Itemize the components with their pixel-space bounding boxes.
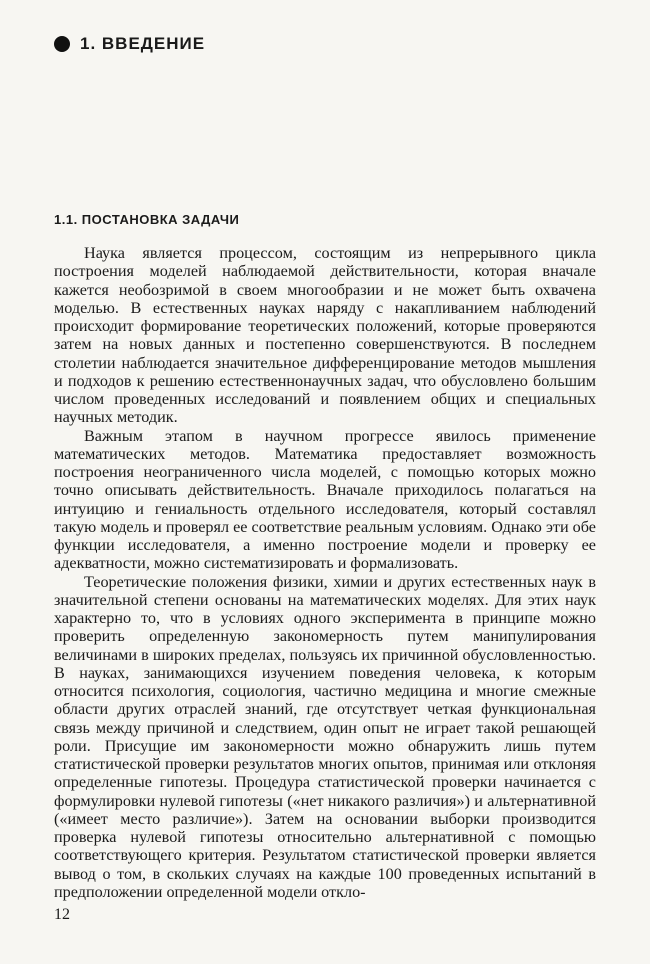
section-title: 1.1. ПОСТАНОВКА ЗАДАЧИ xyxy=(54,212,240,227)
paragraph-1: Наука является процессом, состоящим из непрерывного цикла построения моделей наблюдаемой действительности, которая вначале кажется необозримой в своем многообразии и не может быть охвачена моделью. В естественных науках наряду с накапливанием наблюдений происходит формирование теоретических положений, которые проверяются затем на новых данных и постепенно совершенствуются. В последнем столетии наблюдается значительное дифференцирование методов мышления и подходов к решению естественнонаучных задач, что обусловлено большим числом проведенных исследований и появлением общих и специальных научных методик. xyxy=(54,244,596,427)
paragraph-3: Теоретические положения физики, химии и других естественных наук в значительной степени основаны на математических моделях. Для этих наук характерно то, что в условиях одного эксперимента в принципе можно проверить определенную закономерность путем манипулирования величинами в широких пределах, пользуясь их причинной обусловленностью. В науках, занимающихся изучением поведения человека, к которым относится психология, социология, частично медицина и многие смежные области других отраслей знаний, где отсутствует четкая функциональная связь между причиной и следствием, один опыт не играет такой решающей роли. Присущие им закономерности можно обнаружить лишь путем статистической проверки результатов многих опытов, принимая или отклоняя определенные гипотезы. Процедура статистической проверки начинается с формулировки нулевой гипотезы («нет никакого различия») и альтернативной («имеет место различие»). Затем на основании выборки производится проверка нулевой гипотезы относительно альтернативной с помощью соответствующего критерия. Результатом статистической проверки является вывод о том, в скольких случаях на каждые 100 проведенных испытаний в предположении определенной модели откло- xyxy=(54,572,596,901)
chapter-heading xyxy=(54,34,205,54)
paragraph-2: Важным этапом в научном прогрессе явилось применение математических методов. Математика предоставляет возможность построения неограниченного числа моделей, с помощью которых можно точно описывать действительность. Вначале приходилось полагаться на интуицию и гениальность отдельного исследователя, который составлял такую модель и проверял ее соответствие реальным условиям. Однако эти обе функции исследователя, а именно построение модели и проверку ее адекватности, можно систематизировать и формализовать. xyxy=(54,426,596,573)
filled-circle-icon xyxy=(54,36,70,52)
body-text xyxy=(54,244,596,901)
chapter-title: 1. ВВЕДЕНИЕ xyxy=(80,34,206,53)
page-number: 12 xyxy=(54,906,70,923)
